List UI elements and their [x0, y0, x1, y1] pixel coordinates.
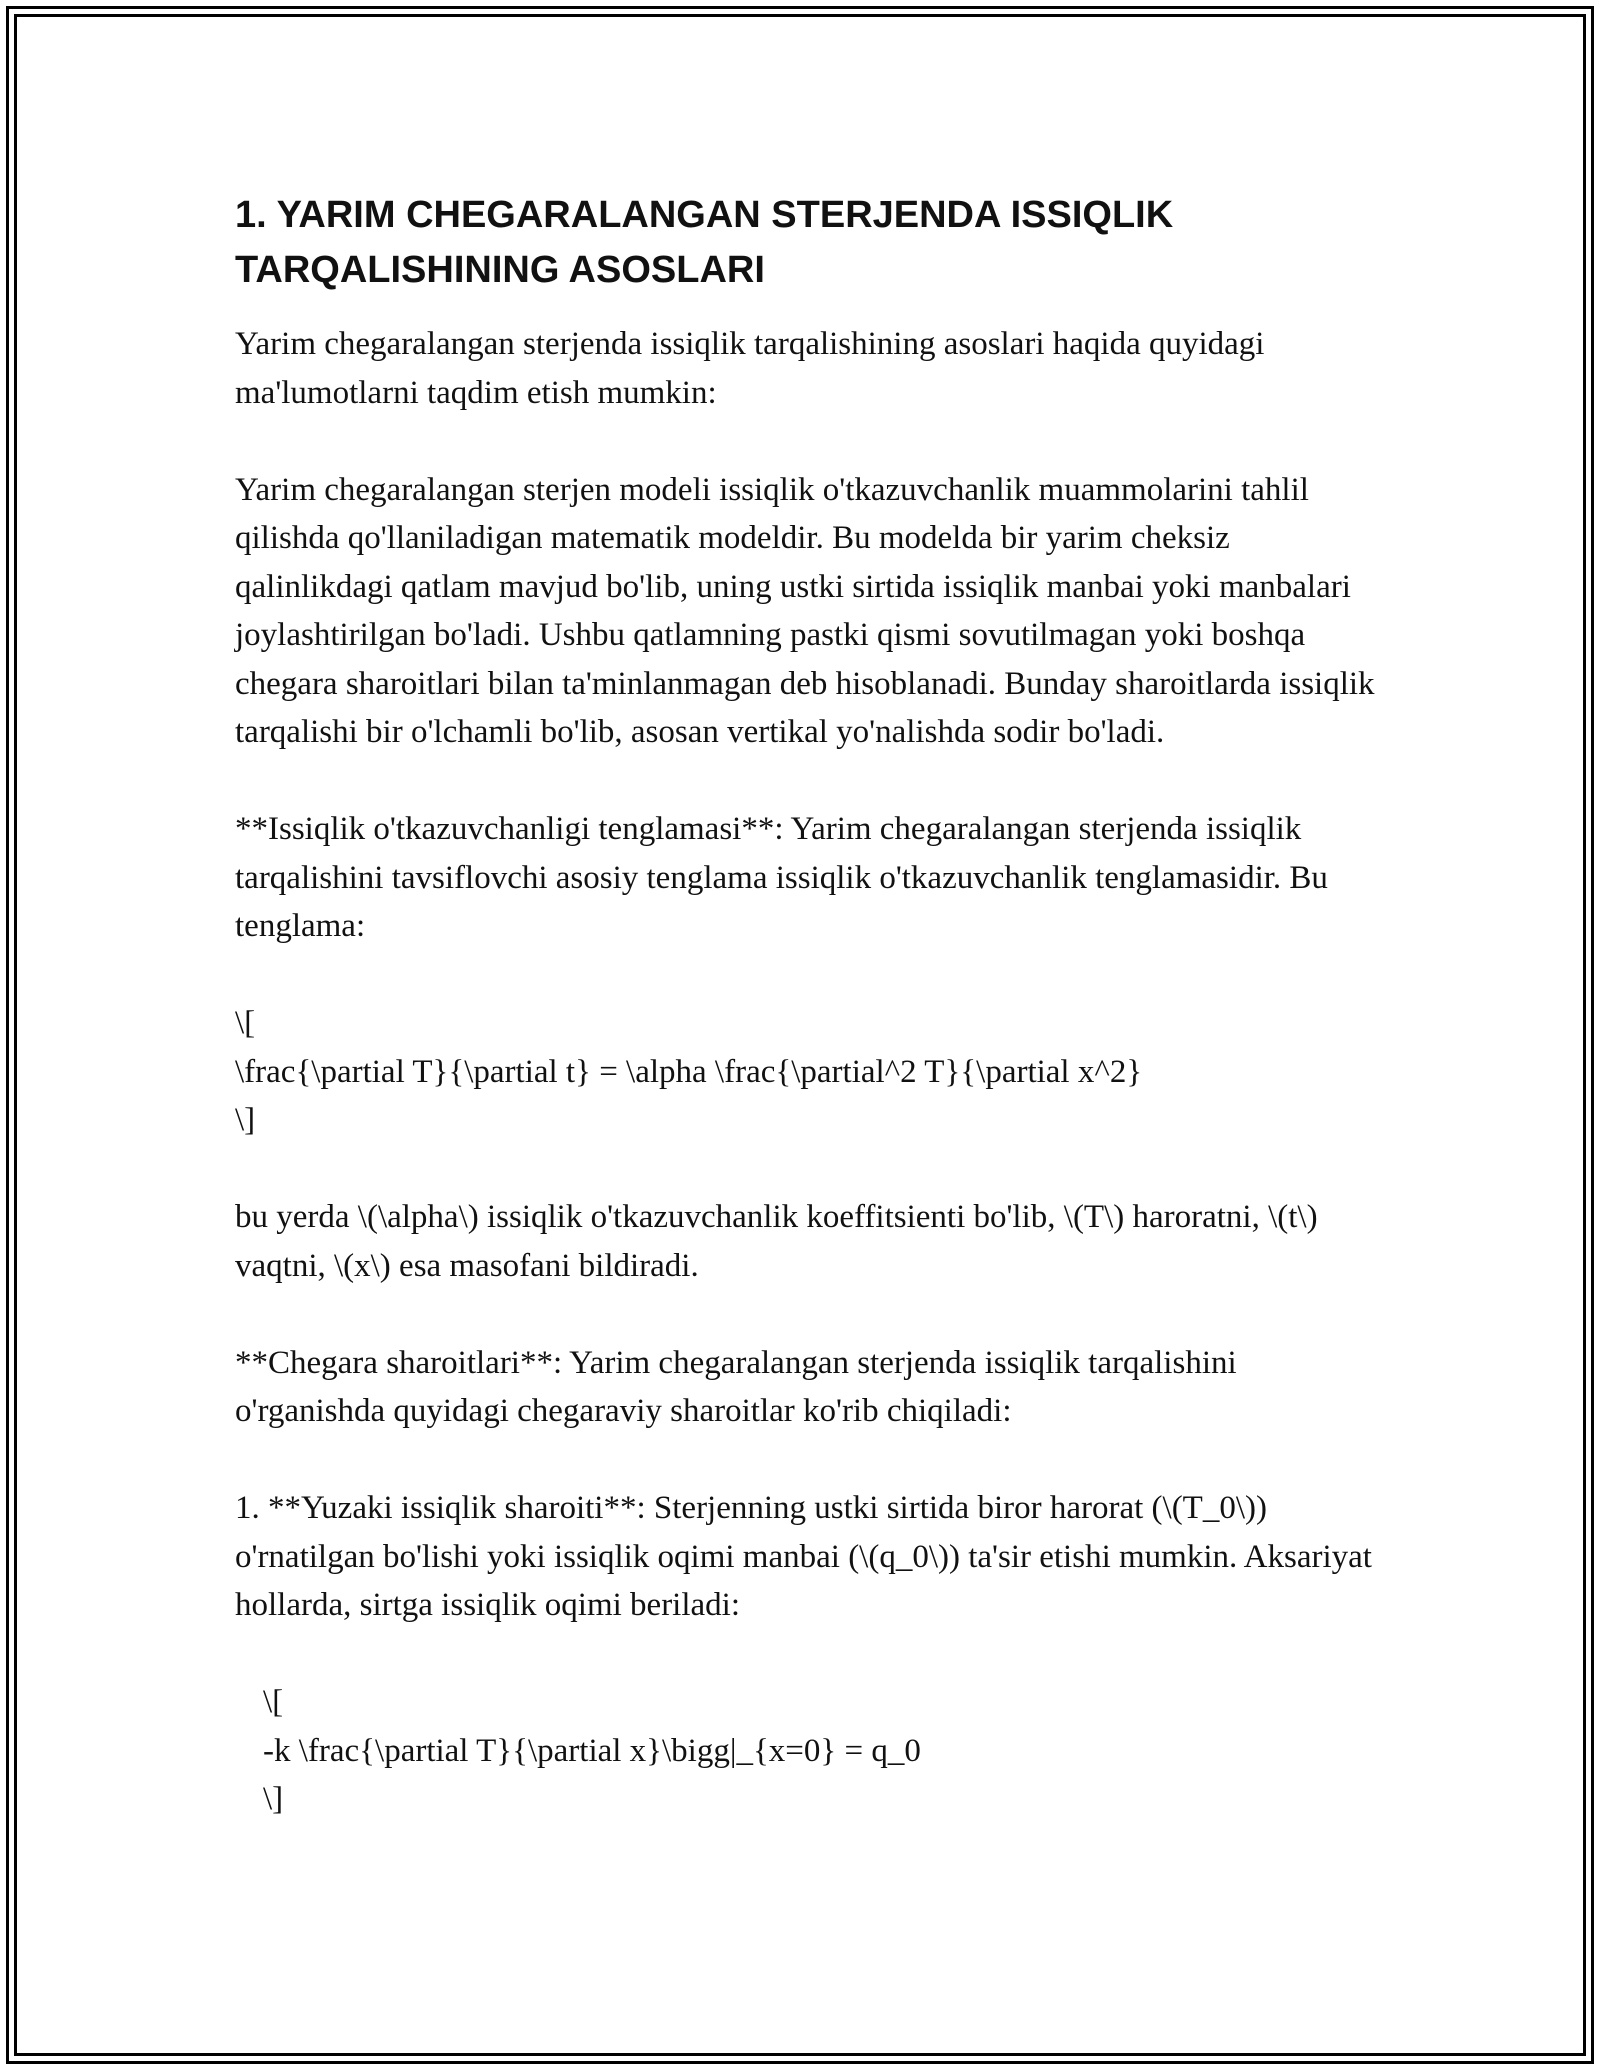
intro-paragraph: Yarim chegaralangan sterjenda issiqlik tarqalishining asoslari haqida quyidagi ma'lumotlarni taqdim etish mumkin: — [235, 326, 1265, 411]
heat-equation-close: \] — [235, 1102, 256, 1138]
flux-equation-body: -k \frac{\partial T}{\partial x}\bigg|_{x=0} = q_0 — [263, 1732, 921, 1769]
model-paragraph: Yarim chegaralangan sterjen modeli issiqlik o'tkazuvchanlik muammolarini tahlil qilishda qo'llaniladigan matematik modeldir. Bu modelda bir yarim cheksiz qalinlikdagi qatlam mavjud bo'lib, uning ustki sirtida issiqlik manbai yoki manbalari joylashtirilgan bo'ladi. Ushbu qatlamning pastki qismi sovutilmagan yoki boshqa chegara sharoitlari bilan ta'minlanmagan deb hisoblanadi. Bunday sharoitlarda issiqlik tarqalishi bir o'lchamli bo'lib, asosan vertikal yo'nalishda sodir bo'ladi. — [235, 471, 1375, 750]
flux-equation-block — [235, 1678, 1385, 1824]
heat-equation-open: \[ — [235, 1005, 256, 1041]
equation-explanation-paragraph: bu yerda \(\alpha\) issiqlik o'tkazuvchanlik koeffitsienti bo'lib, \(T\) haroratni, \(t\) vaqtni, \(x\) esa masofani bildiradi. — [235, 1199, 1318, 1284]
boundary-intro-paragraph: **Chegara sharoitlari**: Yarim chegaralangan sterjenda issiqlik tarqalishini o'rganishda quyidagi chegaraviy sharoitlar ko'rib chiqiladi: — [235, 1344, 1237, 1429]
flux-equation-open: \[ — [263, 1684, 284, 1720]
document-body — [235, 188, 1385, 1824]
document-title: 1. YARIM CHEGARALANGAN STERJENDA ISSIQLIK TARQALISHINING ASOSLARI — [235, 194, 1174, 291]
boundary-item-1: 1. **Yuzaki issiqlik sharoiti**: Sterjenning ustki sirtida biror harorat (\(T_0\)) o'rnatilgan bo'lishi yoki issiqlik oqimi manbai (\(q_0\)) ta'sir etishi mumkin. Aksariyat hollarda, sirtga issiqlik oqimi beriladi: — [235, 1490, 1372, 1623]
flux-equation-close: \] — [263, 1781, 284, 1817]
heat-equation-block — [235, 999, 1385, 1145]
heat-equation-body: \frac{\partial T}{\partial t} = \alpha \frac{\partial^2 T}{\partial x^2} — [235, 1053, 1143, 1090]
equation-intro-paragraph: **Issiqlik o'tkazuvchanligi tenglamasi**: Yarim chegaralangan sterjenda issiqlik tarqalishini tavsiflovchi asosiy tenglama issiqlik o'tkazuvchanlik tenglamasidir. Bu tenglama: — [235, 811, 1328, 944]
